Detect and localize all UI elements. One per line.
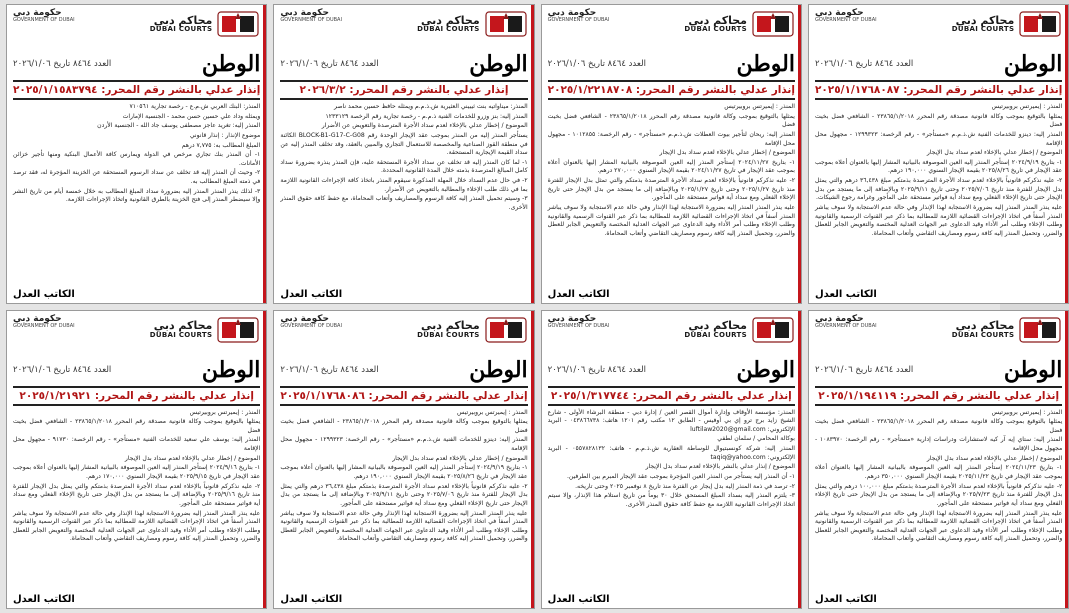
- courts-emblem-icon: [484, 9, 528, 39]
- accent-stripe: [798, 311, 801, 609]
- notice-body: [815, 103, 1062, 287]
- notice-paragraph: ٢- في حال عدم السداد خلال المهلة المذكورة سيقوم المنذر باتخاذ كافة الإجراءات القانونية اللازمة بما في ذلك طلب الإخلاء والمطالبة بالتعويض عن الأضرار.: [280, 177, 528, 193]
- courts-logo-group: [417, 315, 528, 345]
- notice-paragraph: ١- أن المنذر بنك تجاري مرخص في الدولة ويمارس كافة الأعمال البنكية ومنها تأجير خزائن الأمانات.: [13, 151, 261, 167]
- notice-paragraph: المنذر إليه: يوسف علي سعيد للخدمات الفنية «مستأجر» - رقم الرخصة: ٩١٧٣٠ - مجهول محل الإقامة: [13, 436, 261, 453]
- issue-number: العدد ٨٤٦٤ تاريخ ٢٠٢٦/١/٠٦: [280, 364, 379, 375]
- notice-header: [13, 9, 260, 49]
- notice-paragraph: ٣- يلتزم المنذر إليه بسداد المبلغ المستحق خلال ٣٠ يوماً من تاريخ استلام هذا الإنذار، وإلا سيتم اتخاذ الإجراءات القانونية اللازمة مع حفظ كافة حقوق المنذر الأخرى.: [547, 492, 795, 508]
- notary-signature: الكاتب العدل: [13, 594, 75, 605]
- courts-name-ar: محاكم دبي: [688, 13, 747, 27]
- masthead: [815, 51, 1062, 77]
- masthead: [548, 357, 795, 383]
- government-name-en: GOVERNMENT OF DUBAI: [547, 17, 610, 24]
- notice-paragraph: المنذر إليه: ستاي إيه آر كيه لاستشارات ودراسات إدارية «مستأجر» - رقم الرخصة: ١٠٨٣٩٧٠ - مجهول محل الإقامة: [814, 436, 1063, 453]
- legal-notice-7: [273, 310, 534, 610]
- courts-name-ar: محاكم دبي: [421, 319, 480, 333]
- notice-header: [548, 9, 795, 49]
- notice-paragraph: ١- بتاريخ ٢٠٢٤/٩/١٦ إستأجر المنذر إليه العين الموصوفة بالبيانية المشار إليها بالعنوان أعلاه بموجب عقد الإيجار في تاريخ ٢٠٢٥/٩/١٥ بقيمة الإيجار السنوي ١٧٠,٠٠٠ درهم.: [13, 464, 261, 480]
- notice-paragraph: الموضوع / إخطار عدلي بالإخلاء لعدم سداد بدل الإيجار: [392, 454, 528, 462]
- accent-stripe: [531, 5, 534, 303]
- notice-paragraph: ٣- وسيتم تحميل المنذر إليه كافة الرسوم والمصاريف وأتعاب المحاماة، مع حفظ كافة حقوق المنذر الأخرى.: [280, 195, 528, 212]
- newspaper-name: الوطن: [736, 51, 795, 77]
- notices-grid: [6, 4, 1063, 609]
- courts-name-en: DUBAI COURTS: [417, 330, 480, 339]
- courts-name-ar: محاكم دبي: [688, 319, 747, 333]
- notice-title: إنذار عدلي بالنشر رقم المحرر: ٢٠٢٥/١/٣١٧٧٤٤: [548, 386, 795, 406]
- courts-name-ar: محاكم دبي: [421, 13, 480, 27]
- issue-number: العدد ٨٤٦٤ تاريخ ٢٠٢٦/١/٠٦: [814, 364, 914, 375]
- accent-stripe: [263, 5, 266, 303]
- notice-header: [815, 9, 1062, 49]
- notice-paragraph: المنذر : إيميرتس بروبيرتيس: [991, 408, 1063, 416]
- notice-paragraph: المنذر: مؤسسة الأوقاف وإدارة أموال القصر العين / إدارة دبي - منطقة البرشاء الأولى - شارع الشيخ زايد برج ترو إي بي أوفيس - الطابق ١٢ مكتب رقم ١٢٠١ هاتف: ٠٤٣٨٦٦٧٣٨ - البريد الإلكتروني: luftilaw2020@gmail.com: [547, 408, 795, 433]
- courts-emblem-icon: [751, 9, 795, 39]
- notice-paragraph: المنذر : إيميرتس بروبيرتيس: [724, 103, 795, 110]
- notice-paragraph: ١- بتاريخ ٢٠٢٤/٩/١٩ إستأجر المنذر إليه العين الموصوفة بالبيانية المشار إليها بالعنوان أعلاه بموجب عقد الإيجار في تاريخ ٢٠٢٥/٨/٢٦ بقيمة الإيجار السنوي ١٩٠,٠٠٠ درهم.: [280, 464, 528, 480]
- government-name-ar: حكومة دبي: [814, 313, 864, 324]
- notice-paragraph: ٢- عليه نذكركم قانونياً بالإخلاء لعدم سداد الأجرة المترصدة بذمتكم مبلغ ٣٦,٤٣٨ درهم والتي يمثل بدل الإيجار للفترة منذ تاريخ ٢٠٢٥/٧/٠٦ وحتى تاريخ ٢٠٢٥/٩/١١ وبالإضافة إلى ما يستجد من بدل الإيجار حتى تاريخ الإخلاء الفعلي ومع سداد أية فواتير مستحقة على المأجور.: [280, 482, 528, 507]
- notary-signature: الكاتب العدل: [814, 288, 877, 300]
- newspaper-name: الوطن: [1003, 356, 1063, 383]
- issue-number: العدد ٨٤٦٤ تاريخ ٢٠٢٦/١/٠٦: [547, 59, 646, 69]
- notary-signature: الكاتب العدل: [814, 594, 877, 605]
- newspaper-name: الوطن: [469, 51, 528, 77]
- courts-emblem-icon: [216, 9, 260, 39]
- accent-stripe: [798, 5, 801, 303]
- notice-body: [280, 103, 527, 287]
- notice-paragraph: ١- بتاريخ ٢٠٢٤/١١/٢٧ إستأجر المنذر إليه العين الموصوفة بالبيانية المشار إليها بالعنوان أعلاه بموجب عقد الإيجار في تاريخ ٢٠٢٤/١١/٢٧ بقيمة الإيجار السنوي ٢٧٠,٠٠٠ درهم.: [547, 158, 795, 175]
- accent-stripe: [263, 311, 266, 609]
- notice-paragraph: ٢- عليه نذكركم قانونياً بالإخلاء لعدم سداد الأجرة المترصدة بذمتكم مبلغ ٣٦,٤٣٨ درهم والتي يمثل بدل الإيجار للفترة منذ تاريخ ٢٠٢٥/٧/٠٦ وحتى تاريخ ٢٠٢٥/٩/١١ وبالإضافة إلى ما يستجد من بدل الإيجار حتى تاريخ الإخلاء الفعلي ومع سداد أية فواتير مستحقة على المأجور وغرامة رجوع الشيكات.: [814, 177, 1063, 202]
- notice-paragraph: المنذر : إيميرتس بروبيرتيس: [189, 408, 261, 416]
- newspaper-name: الوطن: [201, 356, 261, 383]
- courts-name-ar: محاكم دبي: [153, 13, 213, 27]
- masthead: [815, 357, 1062, 383]
- notice-paragraph: المنذر: ميناواتيه بنت ثيبيني العثيرية ش.ذ.م.م ويمثله حافظ حسين محمد ناصر: [333, 103, 528, 110]
- government-name-en: GOVERNMENT OF DUBAI: [13, 17, 75, 24]
- masthead: [13, 51, 260, 77]
- courts-logo-group: [417, 9, 528, 39]
- notice-paragraph: ٢- عليه نذكركم قانونياً بالإخلاء لعدم سداد الأجرة المترصدة بذمتكم والتي تمثل بدل الإيجار للفترة منذ تاريخ ٢٠٢٥/١/٢٧ وحتى تاريخ ٢٠٢٥/١/٢٧ وبالإضافة إلى ما يستجد من بدل الإيجار حتى تاريخ الإخلاء الفعلي ومع سداد أية فواتير مستحقة على المأجور.: [547, 177, 795, 202]
- notice-paragraph: المنذر إليه: تغريد عاجز مصطفى يوسف جاد الله - الجنسية الأردن: [97, 122, 261, 130]
- notice-body: [13, 409, 260, 593]
- notice-paragraph: الموضوع / إخطار عدلي بالإخلاء لعدم سداد بدل الإيجار: [926, 454, 1063, 462]
- notary-signature: الكاتب العدل: [13, 288, 75, 300]
- notice-paragraph: ١- أن المنذر إليه يستأجر من المنذر العين المؤجرة بموجب عقد الإيجار المبرم بين الطرفين.: [566, 472, 795, 480]
- notice-paragraph: ١- بتاريخ ٢٠٢٤/٩/١٩ إستأجر المنذر إليه العين الموصوفة بالبيانية المشار إليها بالعنوان أعلاه بموجب عقد الإيجار في تاريخ ٢٠٢٥/٨/٢٦ بقيمة الإيجار السنوي ١٩٠,٠٠٠ درهم.: [814, 158, 1063, 175]
- masthead: [548, 51, 795, 77]
- notice-paragraph: الموضوع / إخطار عدلي بالإخلاء لعدم سداد بدل الإيجار: [659, 149, 795, 157]
- government-name-en: GOVERNMENT OF DUBAI: [280, 17, 342, 24]
- notice-paragraph: المنذر: البنك العربي ش.م.ع - رخصة تجارية ٧١٠٥٦١: [129, 103, 261, 110]
- government-logo: [815, 9, 877, 24]
- issue-number: العدد ٨٤٦٤ تاريخ ٢٠٢٦/١/٠٦: [814, 59, 914, 69]
- notice-paragraph: المنذر إليه: شركة كونسبتيوال للوساطة العقارية ش.ذ.م.م - هاتف: ٠٥٥٧٨٢٨١٣٢ - البريد الإلكتروني: taqiq@yahoo.com: [547, 445, 795, 461]
- notary-signature: الكاتب العدل: [547, 288, 610, 300]
- government-logo: [548, 315, 610, 330]
- notice-paragraph: عليه ينذر المنذر المنذر إليه بضرورة الاستجابة لهذا الإنذار وفي حالة عدم الاستجابة ولا سوف يباشر المنذر أسفاً في اتخاذ الإجراءات القضائية اللازمة للمطالبة بما ذكر عبر القنوات الرسمية والقانونية وطلب الإخلاء وطلب أمر الأداء وقيد الدعاوى عبر الجهات العدلية المختصة والتعويض الجابر للعطل والضرر، وتحميل المنذر إليه كافة رسوم ومصاريف التقاضي وأتعاب المحاماة.: [13, 509, 261, 543]
- government-name-en: GOVERNMENT OF DUBAI: [814, 17, 877, 24]
- issue-number: العدد ٨٤٦٤ تاريخ ٢٠٢٦/١/٠٦: [13, 364, 112, 375]
- notice-paragraph: عليه ينذر المنذر المنذر إليه بضرورة الاستجابة لهذا الإنذار وفي حالة عدم الاستجابة ولا سوف يباشر المنذر أسفاً في اتخاذ الإجراءات القضائية اللازمة للمطالبة بما ذكر عبر القنوات الرسمية والقانونية وطلب الإخلاء وطلب أمر الأداء وقيد الدعاوى عبر الجهات العدلية المختصة والتعويض الجابر للعطل والضرر، وتحميل المنذر إليه كافة رسوم ومصاريف التقاضي وأتعاب المحاماة.: [814, 204, 1063, 237]
- notice-paragraph: ١- بتاريخ ٢٠٢٤/١١/٢٣ إستأجر المنذر إليه العين الموصوفة بالبيانية المشار إليها بالعنوان أعلاه بموجب عقد الإيجار في تاريخ ٢٠٢٥/١١/٢٢ بقيمة الإيجار السنوي ٣٥٠,٠٠٠ درهم.: [814, 464, 1063, 480]
- notary-signature: الكاتب العدل: [547, 594, 610, 605]
- notice-header: [548, 315, 795, 355]
- notice-paragraph: يمثلها بالتوقيع بموجب وكالة قانونية مصدقة رقم المحرر ٢٣٨٦٥/١/٢٠١٨ - الشافعي فضل بخيت فضل: [547, 112, 795, 129]
- government-name-ar: حكومة دبي: [13, 313, 62, 324]
- notice-title: إنذار عدلي بالنشر رقم المحرر: ٢٠٢٥/١/١٧٦٨٠٨٦: [280, 386, 527, 406]
- notice-header: [280, 315, 527, 355]
- government-logo: [13, 9, 75, 24]
- issue-number: العدد ٨٤٦٤ تاريخ ٢٠٢٦/١/٠٦: [13, 59, 112, 69]
- notice-paragraph: المنذر : إيميرتس بروبيرتيس: [991, 103, 1063, 110]
- notice-body: [815, 409, 1062, 593]
- government-name-en: GOVERNMENT OF DUBAI: [547, 322, 610, 329]
- accent-stripe: [531, 311, 534, 609]
- notice-header: [815, 315, 1062, 355]
- notice-title: إنذار عدلي بالنشر رقم المحرر: ٢٠٢٦/٣/٢: [280, 80, 527, 100]
- courts-name-en: DUBAI COURTS: [149, 330, 213, 339]
- newspaper-name: الوطن: [201, 51, 261, 77]
- government-name-ar: حكومة دبي: [547, 8, 597, 18]
- government-logo: [13, 315, 75, 330]
- courts-name-ar: محاكم دبي: [955, 319, 1015, 333]
- government-logo: [280, 315, 342, 330]
- notice-paragraph: المنذر إليه: ريحان لتأجير بيوت العطلات ش.ذ.م.م «مستأجر» - رقم الرخصة: ١٠١٢٨٥٥ - مجهول محل الإقامة: [547, 130, 795, 147]
- courts-emblem-icon: [1018, 9, 1062, 39]
- legal-notice-2: [541, 4, 802, 304]
- notice-title: إنذار عدلي بالنشر رقم المحرر: ٢٠٢٥/١/١٥٨٣٧٩٤: [13, 80, 260, 100]
- courts-logo-group: [952, 315, 1063, 345]
- notice-header: [280, 9, 527, 49]
- notice-paragraph: ويمثله وداد علي حسين حسن محمد - الجنسية الإمارات: [122, 112, 261, 120]
- legal-notice-5: [808, 310, 1069, 610]
- courts-emblem-icon: [484, 315, 528, 345]
- notice-paragraph: الموضوع / إخطار عدلي بالإخلاء لعدم سداد الأجرة المترصدة والتعويض عن الأضرار: [321, 122, 528, 130]
- legal-notice-3: [273, 4, 534, 304]
- courts-logo-group: [150, 9, 261, 39]
- courts-name-en: DUBAI COURTS: [684, 25, 747, 34]
- notice-paragraph: الموضوع / إنذار عدلي بالنشر بالإخلاء لعدم سداد بدل الإيجار: [645, 463, 795, 471]
- notice-title: إنذار عدلي بالنشر رقم المحرر: ٢٠٢٥/١/٢١٩٢١: [13, 386, 260, 406]
- notice-paragraph: ٢- وحيث أن المنذر إليه قد تخلف عن سداد الرسوم المستحقة عن الخزينة المؤجرة له، فقد ترصد في ذمته المبلغ المطالب به.: [13, 169, 261, 186]
- notice-paragraph: عليه ينذر المنذر المنذر إليه بضرورة الاستجابة لهذا الإنذار وفي حالة عدم الاستجابة ولا سوف يباشر المنذر أسفاً في اتخاذ الإجراءات القضائية اللازمة للمطالبة بما ذكر عبر القنوات الرسمية والقانونية وطلب الإخلاء وطلب أمر الأداء وقيد الدعاوى عبر الجهات العدلية المختصة والتعويض الجابر للعطل والضرر، وتحميل المنذر إليه كافة رسوم ومصاريف التقاضي وأتعاب المحاماة.: [547, 204, 795, 237]
- courts-name-en: DUBAI COURTS: [417, 25, 480, 34]
- notice-body: [13, 103, 260, 287]
- accent-stripe: [1065, 311, 1068, 609]
- masthead: [280, 357, 527, 383]
- notice-paragraph: عليه ينذر المنذر المنذر إليه بضرورة الاستجابة لهذا الإنذار وفي حالة عدم الاستجابة ولا سوف يباشر المنذر أسفاً في اتخاذ الإجراءات القضائية اللازمة للمطالبة بما ذكر عبر القنوات الرسمية والقانونية وطلب الإخلاء وطلب أمر الأداء وقيد الدعاوى عبر الجهات العدلية المختصة والتعويض الجابر للعطل والضرر، وتحميل المنذر إليه كافة رسوم ومصاريف التقاضي وأتعاب المحاماة.: [280, 509, 528, 543]
- legal-notice-8: [6, 310, 267, 610]
- government-name-en: GOVERNMENT OF DUBAI: [280, 322, 342, 329]
- courts-name-en: DUBAI COURTS: [149, 25, 213, 34]
- government-name-ar: حكومة دبي: [280, 8, 329, 18]
- government-logo: [548, 9, 610, 24]
- legal-notice-4: [6, 4, 267, 304]
- courts-name-en: DUBAI COURTS: [951, 330, 1015, 339]
- notice-paragraph: ٢- عليه نذكركم قانونياً بالإخلاء لعدم سداد الأجرة المترصدة بذمتكم والتي يمثل بدل الإيجار للفترة منذ تاريخ ٢٠٢٥/٩/١٦ وبالإضافة إلى ما يستجد من بدل الإيجار حتى تاريخ الإخلاء الفعلي ومع سداد أية فواتير مستحقة على المأجور.: [13, 482, 261, 507]
- notice-paragraph: يمثلها بالتوقيع بموجب وكالة قانونية مصدقة رقم المحرر ٢٣٨٦٥/١/٢٠١٨ - الشافعي فضل بخيت فضل: [280, 418, 528, 434]
- government-name-ar: حكومة دبي: [13, 8, 62, 18]
- notice-body: [548, 103, 795, 287]
- notice-paragraph: عليه ينذر المنذر المنذر إليه بضرورة الاستجابة لهذا الإنذار وفي حالة عدم الاستجابة ولا سوف يباشر المنذر أسفاً في اتخاذ الإجراءات القضائية اللازمة للمطالبة بما ذكر عبر القنوات الرسمية والقانونية وطلب الإخلاء وطلب أمر الأداء وقيد الدعاوى عبر الجهات العدلية المختصة والتعويض الجابر للعطل والضرر، وتحميل المنذر إليه كافة رسوم ومصاريف التقاضي وأتعاب المحاماة.: [814, 509, 1063, 543]
- courts-emblem-icon: [751, 315, 795, 345]
- notice-body: [280, 409, 527, 593]
- government-name-en: GOVERNMENT OF DUBAI: [814, 322, 877, 329]
- government-name-en: GOVERNMENT OF DUBAI: [13, 322, 75, 329]
- notice-title: إنذار عدلي بالنشر رقم المحرر: ٢٠٢٥/١/١٩٤١١٩: [815, 386, 1062, 406]
- courts-logo-group: [150, 315, 261, 345]
- notary-signature: الكاتب العدل: [280, 594, 343, 605]
- government-name-ar: حكومة دبي: [814, 8, 864, 18]
- courts-logo-group: [684, 9, 795, 39]
- notice-paragraph: يمثلها بالتوقيع بموجب وكالة قانونية مصدقة رقم المحرر ٢٣٨٦٥/١/٢٠١٨ - الشافعي فضل بخيت فضل: [13, 418, 261, 434]
- notice-paragraph: المنذر إليه: بنز وزرو للخدمات الفنية ذ.م.م - رخصة تجارية رقم الرخصة ١٢٣٣١٢٩: [325, 112, 528, 120]
- government-logo: [280, 9, 342, 24]
- issue-number: العدد ٨٤٦٤ تاريخ ٢٠٢٦/١/٠٦: [547, 364, 646, 375]
- notice-paragraph: الموضوع / إخطار عدلي بالإخلاء لعدم سداد بدل الإيجار: [926, 149, 1063, 157]
- notice-paragraph: ١- لما كان المنذر إليه قد تخلف عن سداد الأجرة المستحقة عليه، فإن المنذر ينذره بضرورة سداد كامل المبالغ المترصدة بذمته خلال المدة القانونية المحددة.: [280, 158, 528, 175]
- legal-notice-6: [541, 310, 802, 610]
- notice-paragraph: بوكالة المحامي / سلمان لطفي: [717, 435, 795, 443]
- courts-name-en: DUBAI COURTS: [951, 25, 1015, 34]
- notice-body: [548, 409, 795, 593]
- notice-header: [13, 315, 260, 355]
- notice-title: إنذار عدلي بالنشر رقم المحرر: ٢٠٢٥/١/١٧٦٨٠٨٧: [815, 80, 1062, 100]
- notice-paragraph: يمثلها بالتوقيع بموجب وكالة قانونية مصدقة رقم المحرر ٢٣٨٦٥/١/٢٠١٨ - الشافعي فضل بخيت فضل: [814, 418, 1063, 434]
- masthead: [280, 51, 527, 77]
- courts-logo-group: [684, 315, 795, 345]
- accent-stripe: [1065, 5, 1068, 303]
- courts-emblem-icon: [216, 315, 260, 345]
- courts-name-en: DUBAI COURTS: [684, 330, 747, 339]
- government-name-ar: حكومة دبي: [547, 313, 597, 324]
- courts-name-ar: محاكم دبي: [955, 13, 1015, 27]
- notice-paragraph: المبلغ المطالب به: ٧,٧٧٥ درهم: [181, 141, 261, 149]
- notice-paragraph: المنذر إليه: دينزو للخدمات الفنية ش.ذ.م.م «مستأجر» - رقم الرخصة: ١٢٩٩٣٢٣ - مجهول محل الإقامة: [280, 436, 528, 453]
- notice-paragraph: المنذر إليه: دينزو للخدمات الفنية ش.ذ.م.م «مستأجر» - رقم الرخصة: ١٢٩٩٣٢٣ - مجهول محل الإقامة: [814, 130, 1063, 147]
- notice-paragraph: ٢- ترصد في ذمة المنذر إليه بدل إيجار عن الفترة منذ تاريخ ٨ نوفمبر ٢٠٢٥ وحتى تاريخه.: [575, 482, 795, 490]
- newspaper-name: الوطن: [1003, 51, 1063, 77]
- courts-logo-group: [952, 9, 1063, 39]
- notice-paragraph: الموضوع / إخطار عدلي بالإخلاء لعدم سداد بدل الإيجار: [124, 454, 261, 462]
- notary-signature: الكاتب العدل: [280, 288, 343, 300]
- legal-notice-1: [808, 4, 1069, 304]
- courts-name-ar: محاكم دبي: [153, 319, 213, 333]
- notice-paragraph: ٢- عليه نذكركم قانونياً بالإخلاء لعدم سداد الأجرة المترصدة بذمتكم مبلغ ١٠٠,٠٠٠ درهم والتي يمثل بدل الإيجار للفترة منذ تاريخ ٢٠٢٥/٧/٢٣ وبالإضافة إلى ما يستجد من بدل الإيجار حتى تاريخ الإخلاء الفعلي ومع سداد أية فواتير مستحقة على المأجور.: [814, 482, 1063, 507]
- masthead: [13, 357, 260, 383]
- government-name-ar: حكومة دبي: [280, 313, 329, 324]
- newspaper-name: الوطن: [736, 356, 795, 383]
- notice-paragraph: موضوع الإنذار : إنذار قانوني: [189, 131, 261, 139]
- notice-title: إنذار عدلي بالنشر رقم المحرر: ٢٠٢٥/١/٢٢١٨٧٠٨: [548, 80, 795, 100]
- newspaper-name: الوطن: [469, 356, 528, 383]
- notice-paragraph: يستأجر المنذر إليه من المنذر بموجب عقد الإيجار الوحدة رقم BLOCK-B1-G17-C-G08 الكائنة في منطقة القوز الصناعية والمخصصة للاستعمال التجاري والمبين بالعقد، وقد تخلف المنذر إليه عن سداد القيمة الإيجارية المستحقة.: [280, 131, 528, 157]
- courts-emblem-icon: [1018, 315, 1062, 345]
- notice-paragraph: المنذر : إيميرتس بروبيرتيس: [456, 408, 528, 416]
- issue-number: العدد ٨٤٦٤ تاريخ ٢٠٢٦/١/٠٦: [280, 59, 379, 69]
- notice-paragraph: ٣- لذلك ينذر المنذر المنذر إليه بضرورة سداد المبلغ المطالب به خلال خمسة أيام من تاريخ النشر وإلا سيضطر المنذر إلى فتح الخزينة بالطرق القانونية واتخاذ الإجراءات اللازمة.: [13, 187, 261, 204]
- government-logo: [815, 315, 877, 330]
- notice-paragraph: يمثلها بالتوقيع بموجب وكالة قانونية مصدقة رقم المحرر ٢٣٨٦٥/١/٢٠١٨ - الشافعي فضل بخيت فضل: [814, 112, 1063, 129]
